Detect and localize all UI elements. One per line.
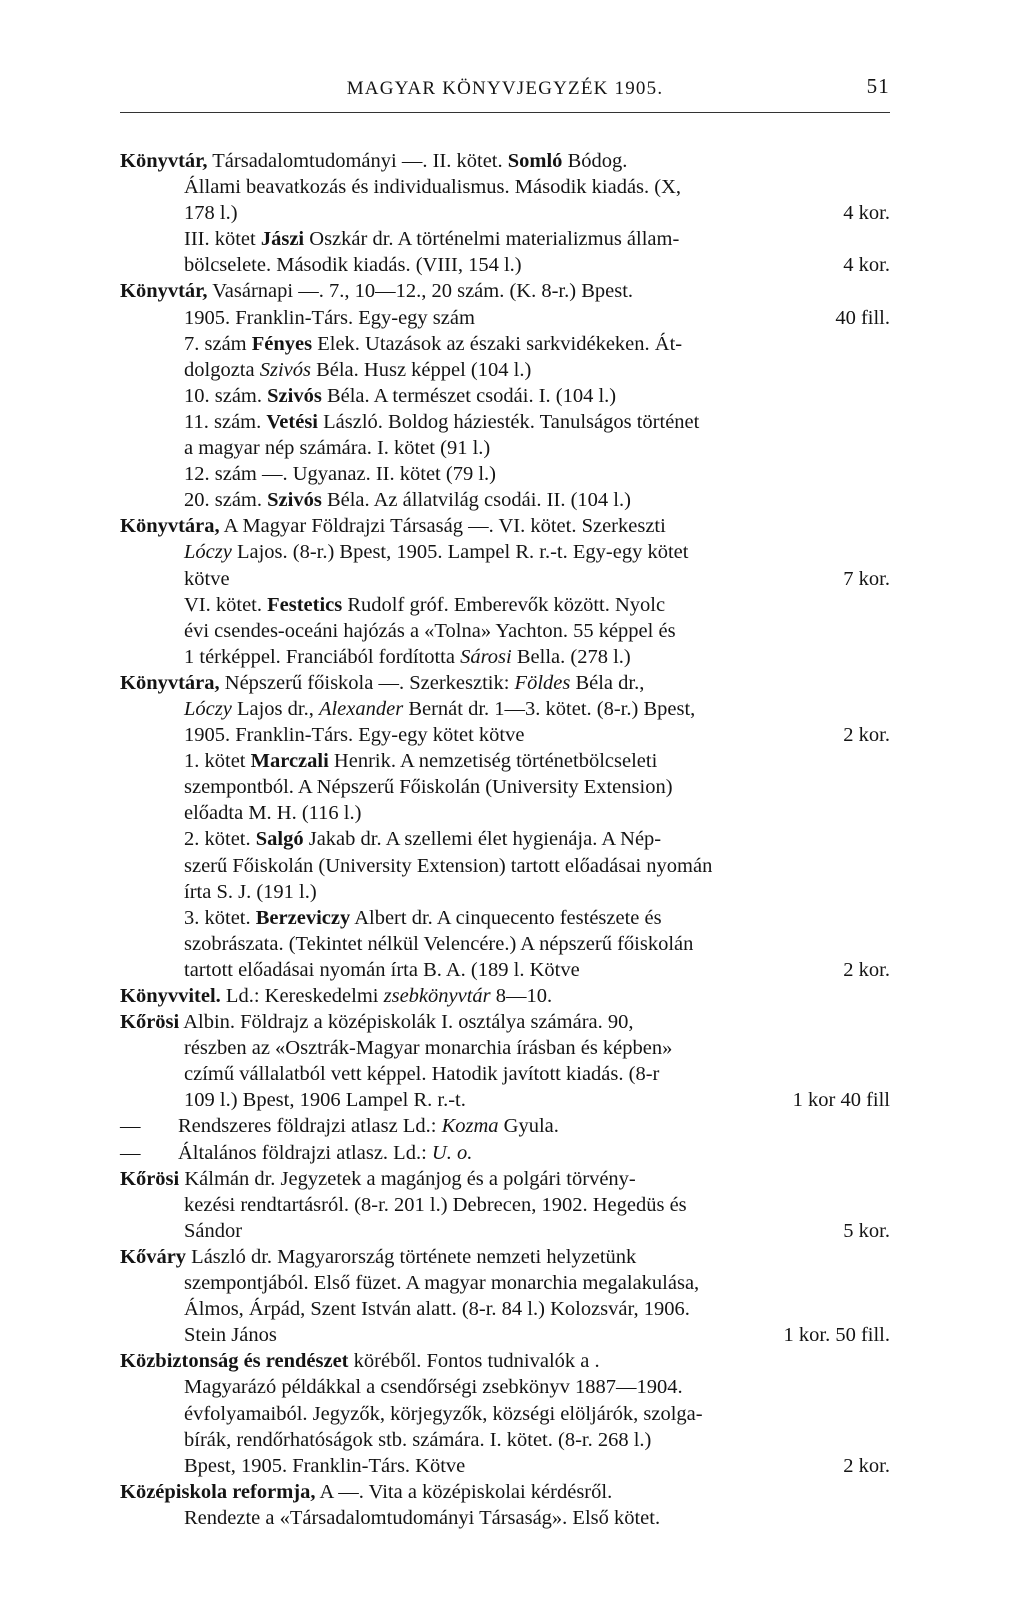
- line-text: [184, 594, 665, 616]
- text-line: [120, 800, 890, 826]
- line-text: [120, 150, 627, 172]
- text-segment: Oszkár dr. A történelmi materializmus állam-: [304, 228, 680, 251]
- line-text: [184, 1429, 651, 1451]
- text-segment: dolgozta: [184, 358, 260, 381]
- line-text: [184, 1037, 672, 1059]
- line-text: [184, 1218, 242, 1244]
- line-text: [184, 881, 317, 903]
- text-line: [120, 435, 890, 461]
- italic-name: Lóczy: [184, 541, 232, 564]
- text-segment: czímű vállalatból vett képpel. Hatodik javított kiadás. (8-r: [184, 1063, 660, 1086]
- text-line: [120, 1453, 890, 1479]
- text-line: [120, 1322, 890, 1348]
- text-line: [120, 1061, 890, 1087]
- text-line: [120, 252, 890, 278]
- text-line: [120, 539, 890, 565]
- text-segment: részben az «Osztrák-Magyar monarchia írásban és képben»: [184, 1037, 673, 1060]
- line-text: [184, 1087, 466, 1113]
- text-segment: Lajos dr.,: [231, 697, 319, 720]
- text-line: [120, 1218, 890, 1244]
- text-segment: Vasárnapi —. 7., 10—12., 20 szám. (K. 8-r.) Bpest.: [207, 280, 634, 303]
- italic-name: U. o.: [431, 1141, 473, 1164]
- header-rule: [120, 112, 890, 113]
- text-line: [120, 383, 890, 409]
- line-text: [184, 933, 693, 955]
- text-segment: VI. kötet.: [184, 593, 268, 616]
- text-segment: szerű Főiskolán (University Extension) tartott előadásai nyomán: [184, 854, 713, 877]
- text-segment: 8—10.: [490, 985, 553, 1007]
- line-text: [184, 1453, 465, 1479]
- text-segment: Béla dr.,: [570, 671, 645, 694]
- text-segment: Béla. A természet csodái. I. (104 l.): [321, 384, 617, 407]
- line-text: [184, 463, 496, 485]
- entry-heading: Festetics: [267, 593, 343, 616]
- italic-name: Alexander: [318, 697, 404, 720]
- text-segment: 12. szám —. Ugyanaz. II. kötet (79 l.): [184, 463, 496, 486]
- line-text: [184, 1403, 703, 1425]
- text-line: [120, 1192, 890, 1218]
- text-segment: Magyarázó példákkal a csendőrségi zsebkönyv 1887—1904.: [184, 1376, 683, 1399]
- text-segment: Elek. Utazások az északi sarkvidékeken. Át-: [312, 332, 683, 355]
- line-text: [184, 1298, 690, 1320]
- text-line: [120, 670, 890, 696]
- line-text: [184, 646, 631, 668]
- text-segment: Albert dr. A cinquecento festészete és: [350, 906, 662, 929]
- price: 4 kor.: [843, 202, 890, 225]
- text-line: [120, 1348, 890, 1374]
- price: 1 kor. 50 fill.: [783, 1324, 890, 1347]
- entry-heading: Szivós: [267, 384, 322, 407]
- price: 4 kor.: [843, 254, 890, 277]
- line-text: [184, 1376, 683, 1398]
- line-text: [184, 176, 681, 198]
- line-text: [120, 280, 633, 302]
- entry-heading: Könyvtár,: [120, 150, 208, 172]
- line-text: [184, 411, 699, 433]
- text-segment: Sándor: [184, 1219, 243, 1242]
- italic-name: Kozma: [441, 1115, 499, 1138]
- line-text: [184, 802, 361, 824]
- text-line: [120, 931, 890, 957]
- entry-heading: Somló: [507, 150, 563, 172]
- text-segment: Bódog.: [562, 150, 628, 172]
- text-segment: Albin. Földrajz a középiskolák I. osztálya számára. 90,: [179, 1011, 634, 1034]
- text-segment: A —. Vita a középiskolai kérdésről.: [315, 1480, 613, 1503]
- text-segment: Gyula.: [498, 1115, 559, 1138]
- text-segment: 10. szám.: [184, 384, 268, 407]
- line-text: [184, 907, 662, 929]
- line-text: [120, 1246, 636, 1268]
- text-line: [120, 1401, 890, 1427]
- text-segment: III. kötet: [184, 228, 261, 251]
- text-line: [120, 174, 890, 200]
- line-text: [184, 1322, 277, 1348]
- price: 1 kor 40 fill: [792, 1089, 890, 1112]
- text-segment: 3. kötet.: [184, 906, 256, 929]
- line-text: [120, 1011, 634, 1033]
- text-line: [120, 853, 890, 879]
- text-line: [120, 1427, 890, 1453]
- text-line: [120, 200, 890, 226]
- text-line: [120, 1035, 890, 1061]
- line-text: [120, 1115, 559, 1137]
- text-line: [120, 774, 890, 800]
- line-text: [184, 750, 657, 772]
- price: 2 kor.: [843, 958, 890, 981]
- text-line: [120, 148, 890, 174]
- entry-heading: Könyvtár,: [120, 280, 208, 303]
- text-line: [120, 722, 890, 748]
- entry-heading: Fényes: [251, 332, 313, 355]
- line-text: [184, 957, 580, 983]
- text-segment: Rendszeres földrajzi atlasz Ld.:: [178, 1115, 442, 1138]
- text-segment: tartott előadásai nyomán írta B. A. (189 l. Kötve: [184, 958, 580, 981]
- text-segment: Stein János: [184, 1324, 277, 1347]
- text-segment: Társadalomtudományi —. II. kötet.: [207, 150, 508, 172]
- text-line: [120, 1140, 890, 1166]
- text-segment: 1905. Franklin-Társ. Egy-egy kötet kötve: [184, 724, 525, 747]
- text-segment: Jakab dr. A szellemi élet hygienája. A Nép-: [303, 828, 662, 851]
- text-segment: László. Boldog háziesték. Tanulságos történet: [318, 410, 700, 433]
- text-segment: 1 térképpel. Franciából fordította: [184, 645, 461, 668]
- text-segment: kötve: [184, 567, 230, 590]
- text-line: [120, 305, 890, 331]
- line-text: [184, 855, 712, 877]
- entry-heading: Marczali: [250, 750, 329, 773]
- line-text: [184, 228, 679, 250]
- text-segment: 109 l.) Bpest, 1906 Lampel R. r.-t.: [184, 1089, 466, 1112]
- text-segment: Rudolf gróf. Emberevők között. Nyolc: [342, 593, 666, 616]
- text-segment: 1. kötet: [184, 750, 251, 773]
- entry-heading: Középiskola reformja,: [120, 1480, 316, 1503]
- text-line: [120, 826, 890, 852]
- line-text: [120, 515, 666, 537]
- price: 2 kor.: [843, 1454, 890, 1477]
- text-line: [120, 1244, 890, 1270]
- text-segment: László dr. Magyarország története nemzeti helyzetünk: [186, 1245, 637, 1268]
- price: 40 fill.: [835, 306, 890, 329]
- page-number: 51: [866, 74, 890, 98]
- line-text: [184, 437, 490, 459]
- text-segment: 20. szám.: [184, 489, 268, 512]
- price: 7 kor.: [843, 567, 890, 590]
- line-text: [184, 200, 238, 226]
- line-text: [120, 1350, 600, 1372]
- italic-name: Földes: [514, 671, 571, 694]
- text-segment: Ld.: Kereskedelmi: [220, 985, 384, 1007]
- text-segment: Népszerű főiskola —. Szerkesztik:: [219, 671, 515, 694]
- line-text: [184, 1272, 699, 1294]
- text-line: [120, 957, 890, 983]
- line-text: [120, 672, 644, 694]
- text-segment: Rendezte a «Társadalomtudományi Társaság». Első kötet.: [184, 1506, 661, 1529]
- italic-name: Sárosi: [460, 645, 512, 668]
- text-line: [120, 461, 890, 487]
- text-segment: bírák, rendőrhatóságok stb. számára. I. kötet. (8-r. 268 l.): [184, 1428, 652, 1451]
- line-text: [184, 566, 230, 592]
- line-text: [184, 776, 673, 798]
- text-segment: a magyar nép számára. I. kötet (91 l.): [184, 437, 491, 460]
- text-line: [120, 905, 890, 931]
- text-segment: 1905. Franklin-Társ. Egy-egy szám: [184, 306, 475, 329]
- dash-mark: —: [120, 1115, 141, 1138]
- text-line: [120, 331, 890, 357]
- text-segment: írta S. J. (191 l.): [184, 880, 317, 903]
- line-text: [120, 1168, 636, 1190]
- line-text: [120, 985, 552, 1007]
- italic-name: zsebkönyvtár: [383, 985, 491, 1007]
- line-text: [184, 541, 688, 563]
- text-line: [120, 592, 890, 618]
- text-segment: szempontjából. Első füzet. A magyar monarchia megalakulása,: [184, 1272, 700, 1295]
- line-text: [184, 698, 695, 720]
- text-segment: kezési rendtartásról. (8-r. 201 l.) Debrecen, 1902. Hegedüs és: [184, 1193, 687, 1216]
- text-line: [120, 696, 890, 722]
- text-line: [120, 1166, 890, 1192]
- text-segment: szempontból. A Népszerű Főiskolán (University Extension): [184, 776, 673, 799]
- line-text: [184, 489, 631, 511]
- text-segment: Bpest, 1905. Franklin-Társ. Kötve: [184, 1454, 466, 1477]
- text-line: [120, 879, 890, 905]
- line-text: [184, 1194, 687, 1216]
- text-line: [120, 1087, 890, 1113]
- text-segment: A Magyar Földrajzi Társaság —. VI. kötet. Szerkeszti: [219, 515, 666, 538]
- entry-heading: Kőrösi: [120, 1011, 180, 1034]
- text-segment: Kálmán dr. Jegyzetek a magánjog és a polgári törvény-: [179, 1167, 636, 1190]
- text-line: [120, 983, 890, 1009]
- entry-heading: Kőrösi: [120, 1167, 180, 1190]
- entry-heading: Kőváry: [120, 1245, 187, 1268]
- entry-heading: Vetési: [266, 410, 318, 433]
- text-line: [120, 409, 890, 435]
- entry-heading: Berzeviczy: [255, 906, 351, 929]
- line-text: [184, 1063, 659, 1085]
- running-title: MAGYAR KÖNYVJEGYZÉK 1905.: [346, 78, 664, 99]
- text-line: [120, 618, 890, 644]
- text-segment: köréből. Fontos tudnivalók a .: [348, 1350, 600, 1373]
- line-text: [184, 252, 522, 278]
- catalog-entries: [120, 148, 890, 1531]
- text-line: [120, 566, 890, 592]
- line-text: [184, 828, 661, 850]
- text-line: [120, 1113, 890, 1139]
- line-text: [184, 385, 616, 407]
- text-segment: 11. szám.: [184, 410, 267, 433]
- text-segment: szobrászata. (Tekintet nélkül Velencére.) A népszerű főiskolán: [184, 932, 694, 955]
- text-line: [120, 748, 890, 774]
- price: 5 kor.: [843, 1219, 890, 1242]
- entry-heading: Könyvvitel.: [120, 985, 221, 1007]
- text-line: [120, 278, 890, 304]
- text-line: [120, 357, 890, 383]
- text-line: [120, 1296, 890, 1322]
- text-segment: Bernát dr. 1—3. kötet. (8-r.) Bpest,: [403, 697, 696, 720]
- line-text: [184, 620, 676, 642]
- italic-name: Lóczy: [184, 697, 232, 720]
- text-line: [120, 487, 890, 513]
- running-head: [120, 74, 890, 104]
- line-text: [184, 333, 682, 355]
- text-segment: Lajos. (8-r.) Bpest, 1905. Lampel R. r.-t. Egy-egy kötet: [231, 541, 689, 564]
- text-line: [120, 226, 890, 252]
- text-line: [120, 1374, 890, 1400]
- text-line: [120, 1009, 890, 1035]
- line-text: [120, 1481, 612, 1503]
- text-line: [120, 1505, 890, 1531]
- text-segment: Henrik. A nemzetiség történetbölcseleti: [328, 750, 658, 773]
- text-segment: Állami beavatkozás és individualismus. Második kiadás. (X,: [184, 176, 682, 199]
- text-segment: évi csendes-oceáni hajózás a «Tolna» Yachton. 55 képpel és: [184, 619, 676, 642]
- entry-heading: Jászi: [260, 228, 305, 251]
- line-text: [120, 1142, 472, 1164]
- text-segment: évfolyamaiból. Jegyzők, körjegyzők, községi elöljárók, szolga-: [184, 1402, 703, 1425]
- entry-heading: Szivós: [267, 489, 322, 512]
- text-line: [120, 644, 890, 670]
- text-segment: bölcselete. Második kiadás. (VIII, 154 l.): [184, 254, 522, 277]
- text-segment: Béla. Az állatvilág csodái. II. (104 l.): [321, 489, 631, 512]
- text-segment: Bella. (278 l.): [511, 645, 631, 668]
- entry-heading: Könyvtára,: [120, 671, 220, 694]
- line-text: [184, 722, 524, 748]
- text-segment: 178 l.): [184, 202, 238, 225]
- price: 2 kor.: [843, 724, 890, 747]
- entry-heading: Közbiztonság és rendészet: [120, 1350, 349, 1373]
- text-segment: 7. szám: [184, 332, 252, 355]
- text-segment: Álmos, Árpád, Szent István alatt. (8-r. 84 l.) Kolozsvár, 1906.: [184, 1298, 690, 1321]
- text-line: [120, 1479, 890, 1505]
- text-segment: előadta M. H. (116 l.): [184, 802, 362, 825]
- text-segment: Béla. Husz képpel (104 l.): [310, 358, 532, 381]
- text-segment: 2. kötet.: [184, 828, 256, 851]
- dash-mark: —: [120, 1141, 141, 1164]
- text-line: [120, 1270, 890, 1296]
- line-text: [184, 1507, 660, 1529]
- text-segment: Általános földrajzi atlasz. Ld.:: [178, 1141, 432, 1164]
- line-text: [184, 359, 531, 381]
- entry-heading: Salgó: [255, 828, 304, 851]
- entry-heading: Könyvtára,: [120, 515, 220, 538]
- line-text: [184, 305, 475, 331]
- text-line: [120, 513, 890, 539]
- italic-name: Szivós: [259, 358, 311, 381]
